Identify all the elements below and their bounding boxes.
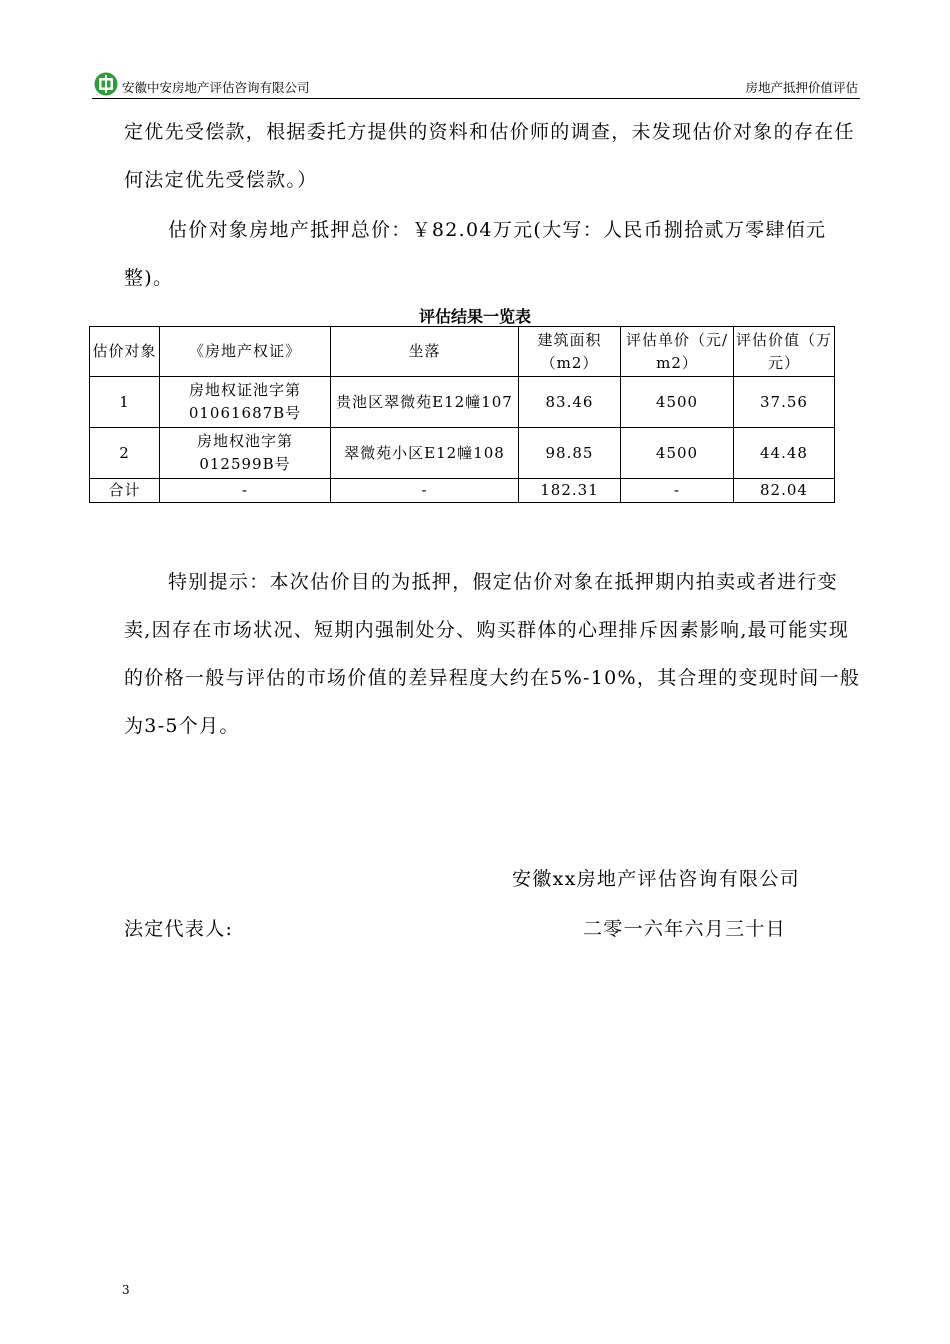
signature-representative: 法定代表人: [124,918,234,940]
table-cell: 翠微苑小区E12幢108 [331,428,519,479]
table-cell: 82.04 [734,479,835,503]
header-cell: 估价对象 [90,327,160,377]
company-logo-icon [94,72,118,96]
signature-date: 二零一六年六月三十日 [583,918,787,940]
table-header-row [90,327,835,377]
table-cell: 贵池区翠微苑E12幢107 [331,377,519,428]
table-cell: 37.56 [734,377,835,428]
page-number: 3 [122,1283,130,1297]
header-cell: 评估价值（万元） [734,327,835,377]
table-cell: 4500 [621,428,734,479]
table-cell: 合计 [90,479,160,503]
header-cell: 建筑面积（m2） [519,327,621,377]
table-cell: 4500 [621,377,734,428]
table-cell: - [621,479,734,503]
page-header [92,70,860,99]
table-cell: 房地权证池字第01061687B号 [160,377,331,428]
result-table [89,326,835,503]
table-cell: 2 [90,428,160,479]
table-cell: 83.46 [519,377,621,428]
table-row [90,377,835,428]
table-cell: 1 [90,377,160,428]
table-cell: - [160,479,331,503]
signature-company: 安徽xx房地产评估咨询有限公司 [512,868,800,890]
header-cell: 坐落 [331,327,519,377]
table-total-row [90,479,835,503]
table-cell: 房地权池字第012599B号 [160,428,331,479]
paragraph-special-notice: 特别提示：本次估价目的为抵押，假定估价对象在抵押期内拍卖或者进行变卖,因存在市场状况、短期内强制处分、购买群体的心理排斥因素影响,最可能实现的价格一般与评估的市场价值的差异程度大约在5%-10%，其合理的变现时间一般为3-5个月。 [124,571,861,737]
table-cell: 44.48 [734,428,835,479]
table-row [90,428,835,479]
paragraph-total-value: 估价对象房地产抵押总价：￥82.04万元(大写：人民币捌拾贰万零肆佰元整)。 [124,219,827,289]
table-title: 评估结果一览表 [418,307,531,326]
header-cell: 评估单价（元/ m2） [621,327,734,377]
header-cell: 《房地产权证》 [160,327,331,377]
table-cell: - [331,479,519,503]
table-cell: 182.31 [519,479,621,503]
header-company: 安徽中安房地产评估咨询有限公司 [122,80,310,95]
table-cell: 98.85 [519,428,621,479]
header-doc-type: 房地产抵押价值评估 [745,80,858,95]
paragraph-priority-claims: 定优先受偿款，根据委托方提供的资料和估价师的调查，未发现估价对象的存在任何法定优先受偿款。） [124,121,855,191]
